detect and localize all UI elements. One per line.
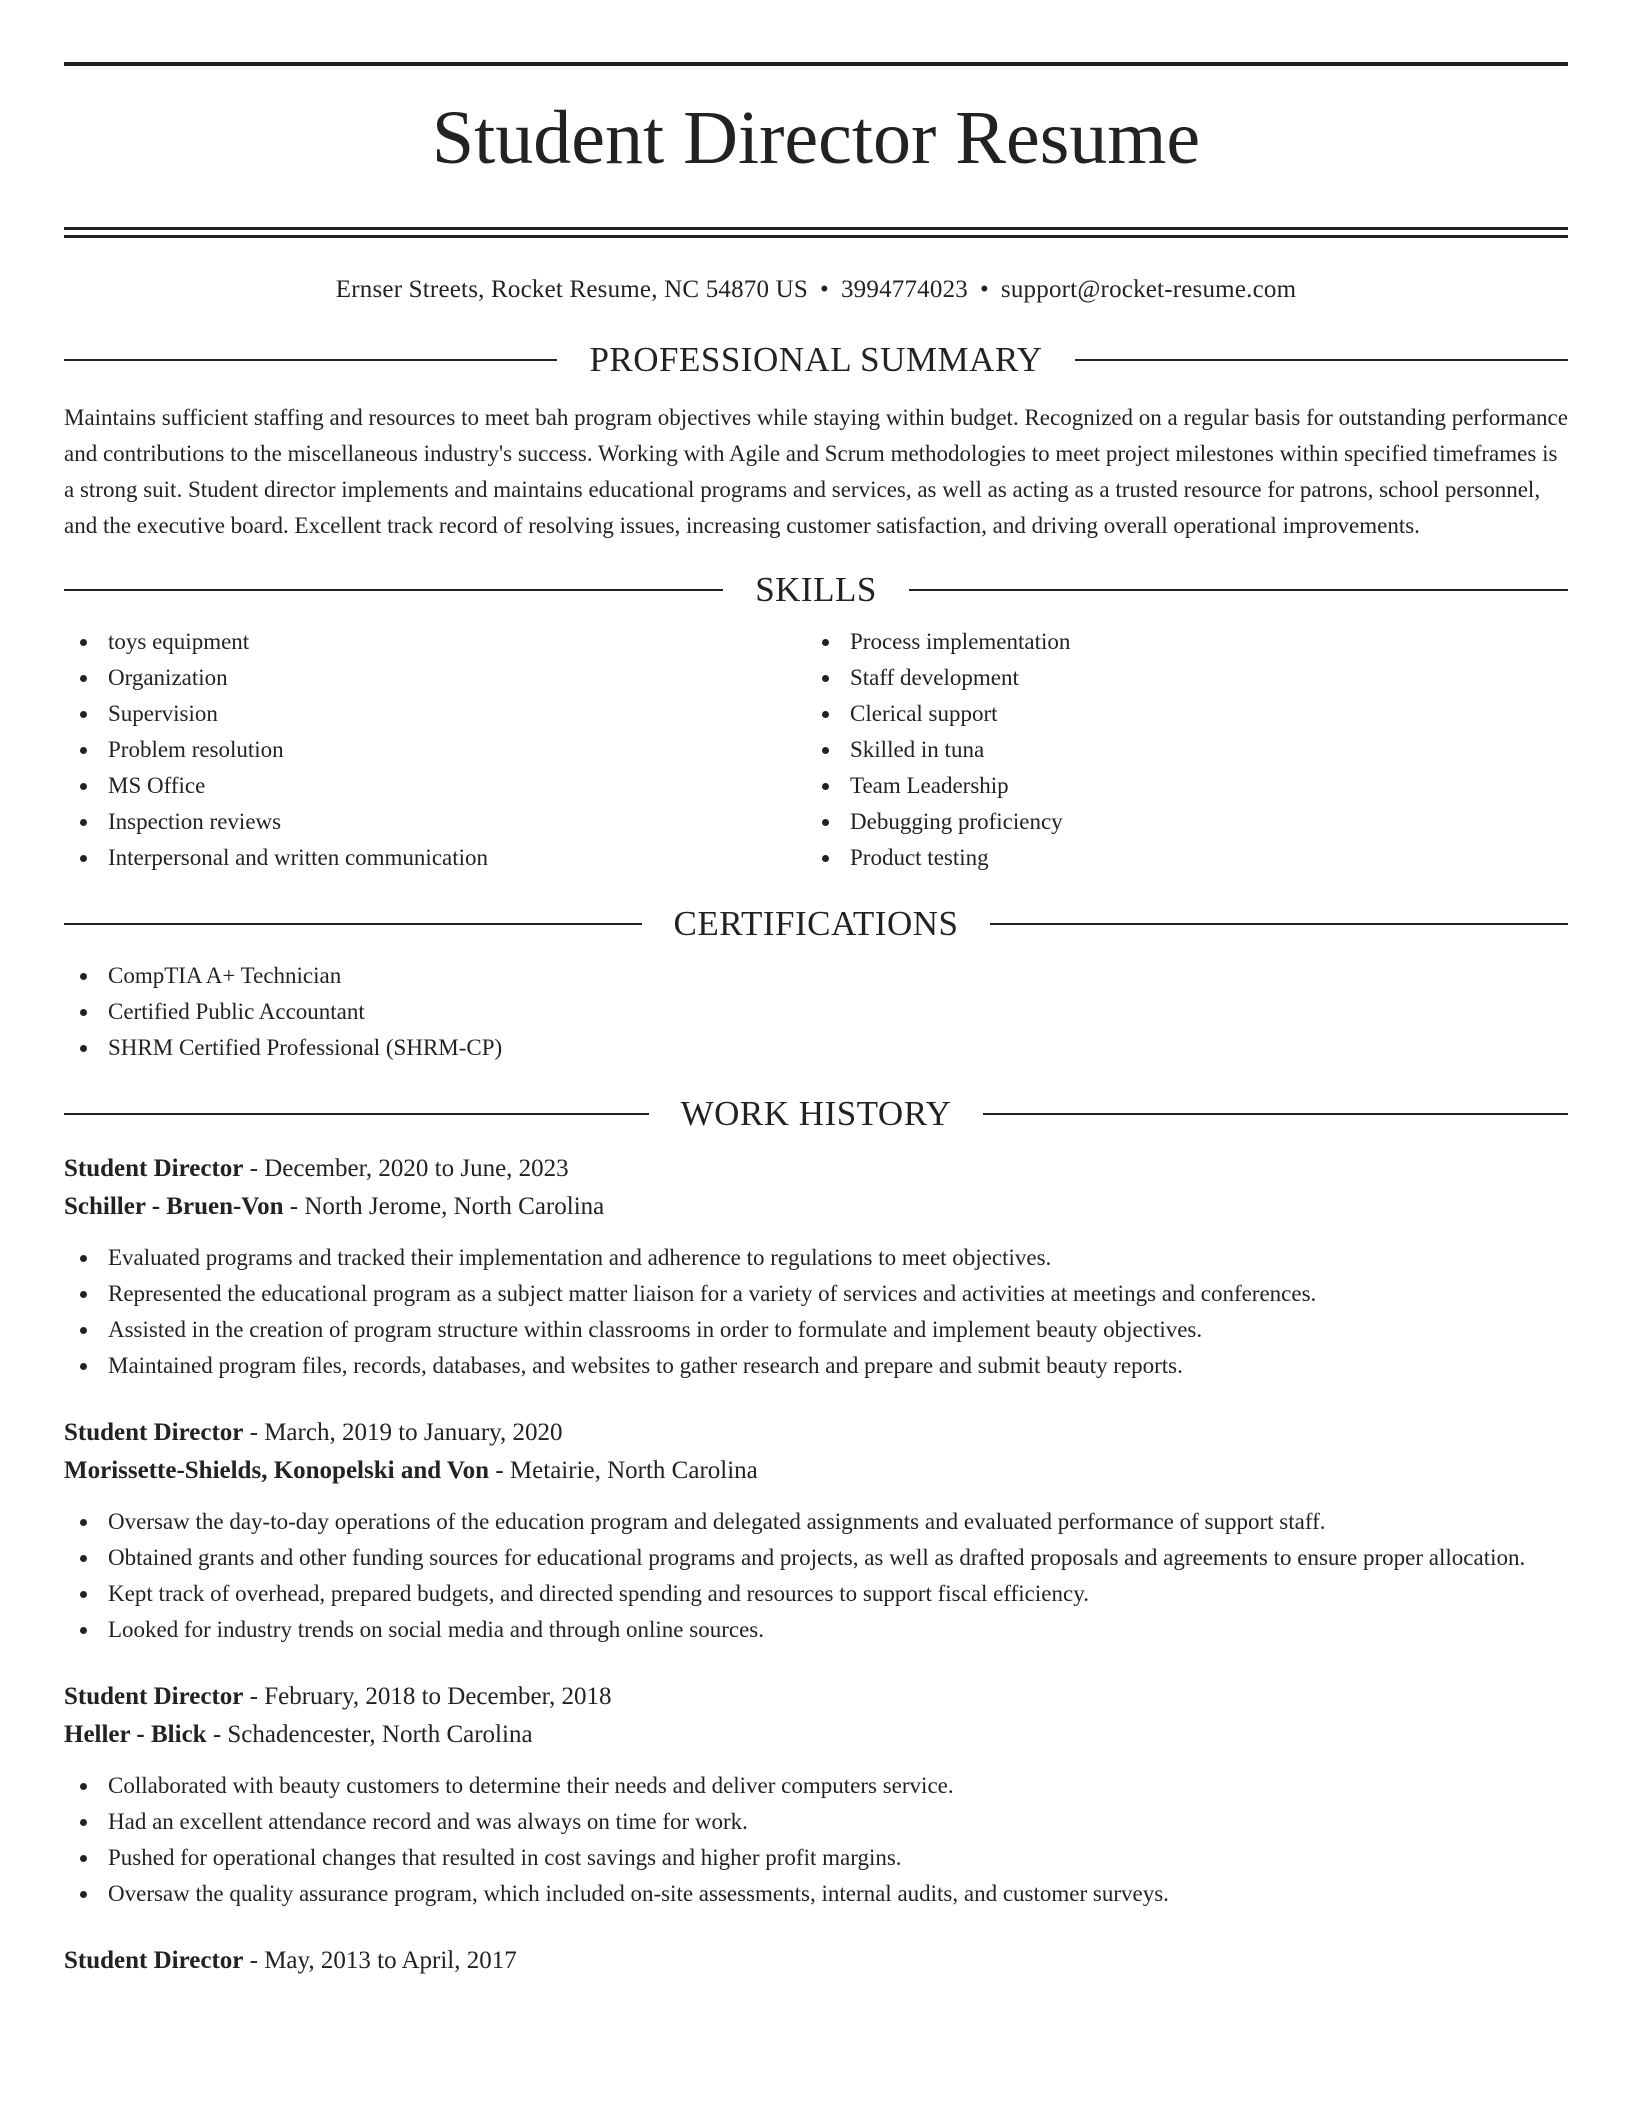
work-heading: [64, 1092, 1568, 1136]
job-entry: [64, 1150, 1568, 1384]
contact-separator: •: [979, 275, 989, 303]
summary-heading: [64, 338, 1568, 382]
job-location: North Jerome, North Carolina: [304, 1192, 605, 1220]
heading-rule: [983, 1113, 1568, 1115]
certifications-list: [64, 958, 1568, 1066]
job-bullet: Pushed for operational changes that resulted in cost savings and higher profit margins.: [64, 1840, 1568, 1876]
skill-item: Product testing: [806, 840, 1548, 876]
job-bullet: Obtained grants and other funding sources for educational programs and projects, as well as drafted proposals and agreements to ensure proper allocation.: [64, 1540, 1568, 1576]
title-double-rule: [64, 227, 1568, 238]
job-bullet: Oversaw the day-to-day operations of the education program and delegated assignments and evaluated performance of support staff.: [64, 1504, 1568, 1540]
resume-title: Student Director Resume: [431, 96, 1201, 180]
skill-item: Organization: [64, 660, 806, 696]
job-title-line: Student Director - February, 2018 to December, 2018: [64, 1682, 612, 1710]
job-company: Heller - Blick: [64, 1720, 207, 1748]
contact-line: [64, 274, 1568, 306]
job-dates: March, 2019 to January, 2020: [264, 1418, 563, 1446]
certification-item: SHRM Certified Professional (SHRM-CP): [64, 1030, 1568, 1066]
skills-list-right: [806, 624, 1548, 876]
job-dates: May, 2013 to April, 2017: [264, 1946, 517, 1974]
skill-item: Debugging proficiency: [806, 804, 1548, 840]
certification-item: Certified Public Accountant: [64, 994, 1568, 1030]
skills-list-left: [64, 624, 806, 876]
skill-item: Team Leadership: [806, 768, 1548, 804]
skill-item: Problem resolution: [64, 732, 806, 768]
skill-item: MS Office: [64, 768, 806, 804]
phone: 3994774023: [840, 275, 968, 303]
work-history: [64, 1150, 1568, 1980]
job-bullet: Represented the educational program as a subject matter liaison for a variety of services and activities at meetings and conferences.: [64, 1276, 1568, 1312]
heading-rule: [909, 589, 1568, 591]
skill-item: Supervision: [64, 696, 806, 732]
job-dates: February, 2018 to December, 2018: [264, 1682, 612, 1710]
job-bullets: [64, 1768, 1568, 1912]
heading-rule: [990, 923, 1568, 925]
job-title: Student Director: [64, 1946, 244, 1974]
job-entry: [64, 1678, 1568, 1912]
job-location: Metairie, North Carolina: [509, 1456, 758, 1484]
contact-separator: •: [820, 275, 829, 303]
skills-heading-label: SKILLS: [755, 569, 877, 609]
job-title-line: Student Director - March, 2019 to January, 2020: [64, 1418, 563, 1446]
certifications-heading-label: CERTIFICATIONS: [673, 903, 959, 943]
work-heading-label: WORK HISTORY: [680, 1093, 952, 1133]
job-bullet: Looked for industry trends on social media and through online sources.: [64, 1612, 1568, 1648]
summary-text: Maintains sufficient staffing and resources to meet bah program objectives while staying within budget. Recognized on a regular basis for outstanding performance and contributions to the miscellaneous industry's success. Working with Agile and Scrum methodologies to meet project milestones within specified timeframes is a strong suit. Student director implements and maintains educational programs and services, as well as acting as a trusted resource for patrons, school personnel, and the executive board. Excellent track record of resolving issues, increasing customer satisfaction, and driving overall operational improvements.: [64, 404, 1568, 538]
summary-heading-label: PROFESSIONAL SUMMARY: [589, 339, 1043, 379]
job-bullets: [64, 1504, 1568, 1648]
skills-heading: [64, 568, 1568, 612]
skill-item: Inspection reviews: [64, 804, 806, 840]
job-title-line: Student Director - May, 2013 to April, 2017: [64, 1946, 517, 1974]
certification-item: CompTIA A+ Technician: [64, 958, 1568, 994]
job-company-line: Heller - Blick - Schadencester, North Carolina: [64, 1720, 533, 1748]
job-bullet: Kept track of overhead, prepared budgets, and directed spending and resources to support fiscal efficiency.: [64, 1576, 1568, 1612]
job-bullet: Maintained program files, records, databases, and websites to gather research and prepare and submit beauty reports.: [64, 1348, 1568, 1384]
skills-columns: [64, 624, 1568, 876]
skill-item: Skilled in tuna: [806, 732, 1548, 768]
job-bullet: Had an excellent attendance record and was always on time for work.: [64, 1804, 1568, 1840]
top-rule: [64, 62, 1568, 66]
job-company-line: Morissette-Shields, Konopelski and Von - Metairie, North Carolina: [64, 1456, 758, 1484]
skill-item: Interpersonal and written communication: [64, 840, 806, 876]
job-title: Student Director: [64, 1154, 244, 1182]
heading-rule: [64, 1113, 649, 1115]
job-bullet: Oversaw the quality assurance program, which included on-site assessments, internal audits, and customer surveys.: [64, 1876, 1568, 1912]
job-entry: [64, 1942, 1568, 1980]
heading-rule: [64, 923, 642, 925]
resume-page: [64, 0, 1568, 1980]
job-entry: [64, 1414, 1568, 1648]
job-company-line: Schiller - Bruen-Von - North Jerome, North Carolina: [64, 1192, 605, 1220]
job-bullet: Collaborated with beauty customers to determine their needs and deliver computers service.: [64, 1768, 1568, 1804]
job-title: Student Director: [64, 1682, 244, 1710]
skill-item: Clerical support: [806, 696, 1548, 732]
skill-item: Process implementation: [806, 624, 1548, 660]
job-title-line: Student Director - December, 2020 to June, 2023: [64, 1154, 569, 1182]
job-bullet: Evaluated programs and tracked their implementation and adherence to regulations to meet objectives.: [64, 1240, 1568, 1276]
job-bullet: Assisted in the creation of program structure within classrooms in order to formulate and implement beauty objectives.: [64, 1312, 1568, 1348]
job-company: Schiller - Bruen-Von: [64, 1192, 284, 1220]
job-location: Schadencester, North Carolina: [227, 1720, 533, 1748]
skill-item: toys equipment: [64, 624, 806, 660]
job-bullets: [64, 1240, 1568, 1384]
heading-rule: [64, 589, 723, 591]
email: support@rocket-resume.com: [1000, 275, 1297, 303]
skill-item: Staff development: [806, 660, 1548, 696]
heading-rule: [1075, 359, 1568, 361]
job-dates: December, 2020 to June, 2023: [264, 1154, 569, 1182]
job-company: Morissette-Shields, Konopelski and Von: [64, 1456, 490, 1484]
address: Ernser Streets, Rocket Resume, NC 54870 US: [335, 275, 809, 303]
job-title: Student Director: [64, 1418, 244, 1446]
certifications-heading: [64, 902, 1568, 946]
heading-rule: [64, 359, 557, 361]
